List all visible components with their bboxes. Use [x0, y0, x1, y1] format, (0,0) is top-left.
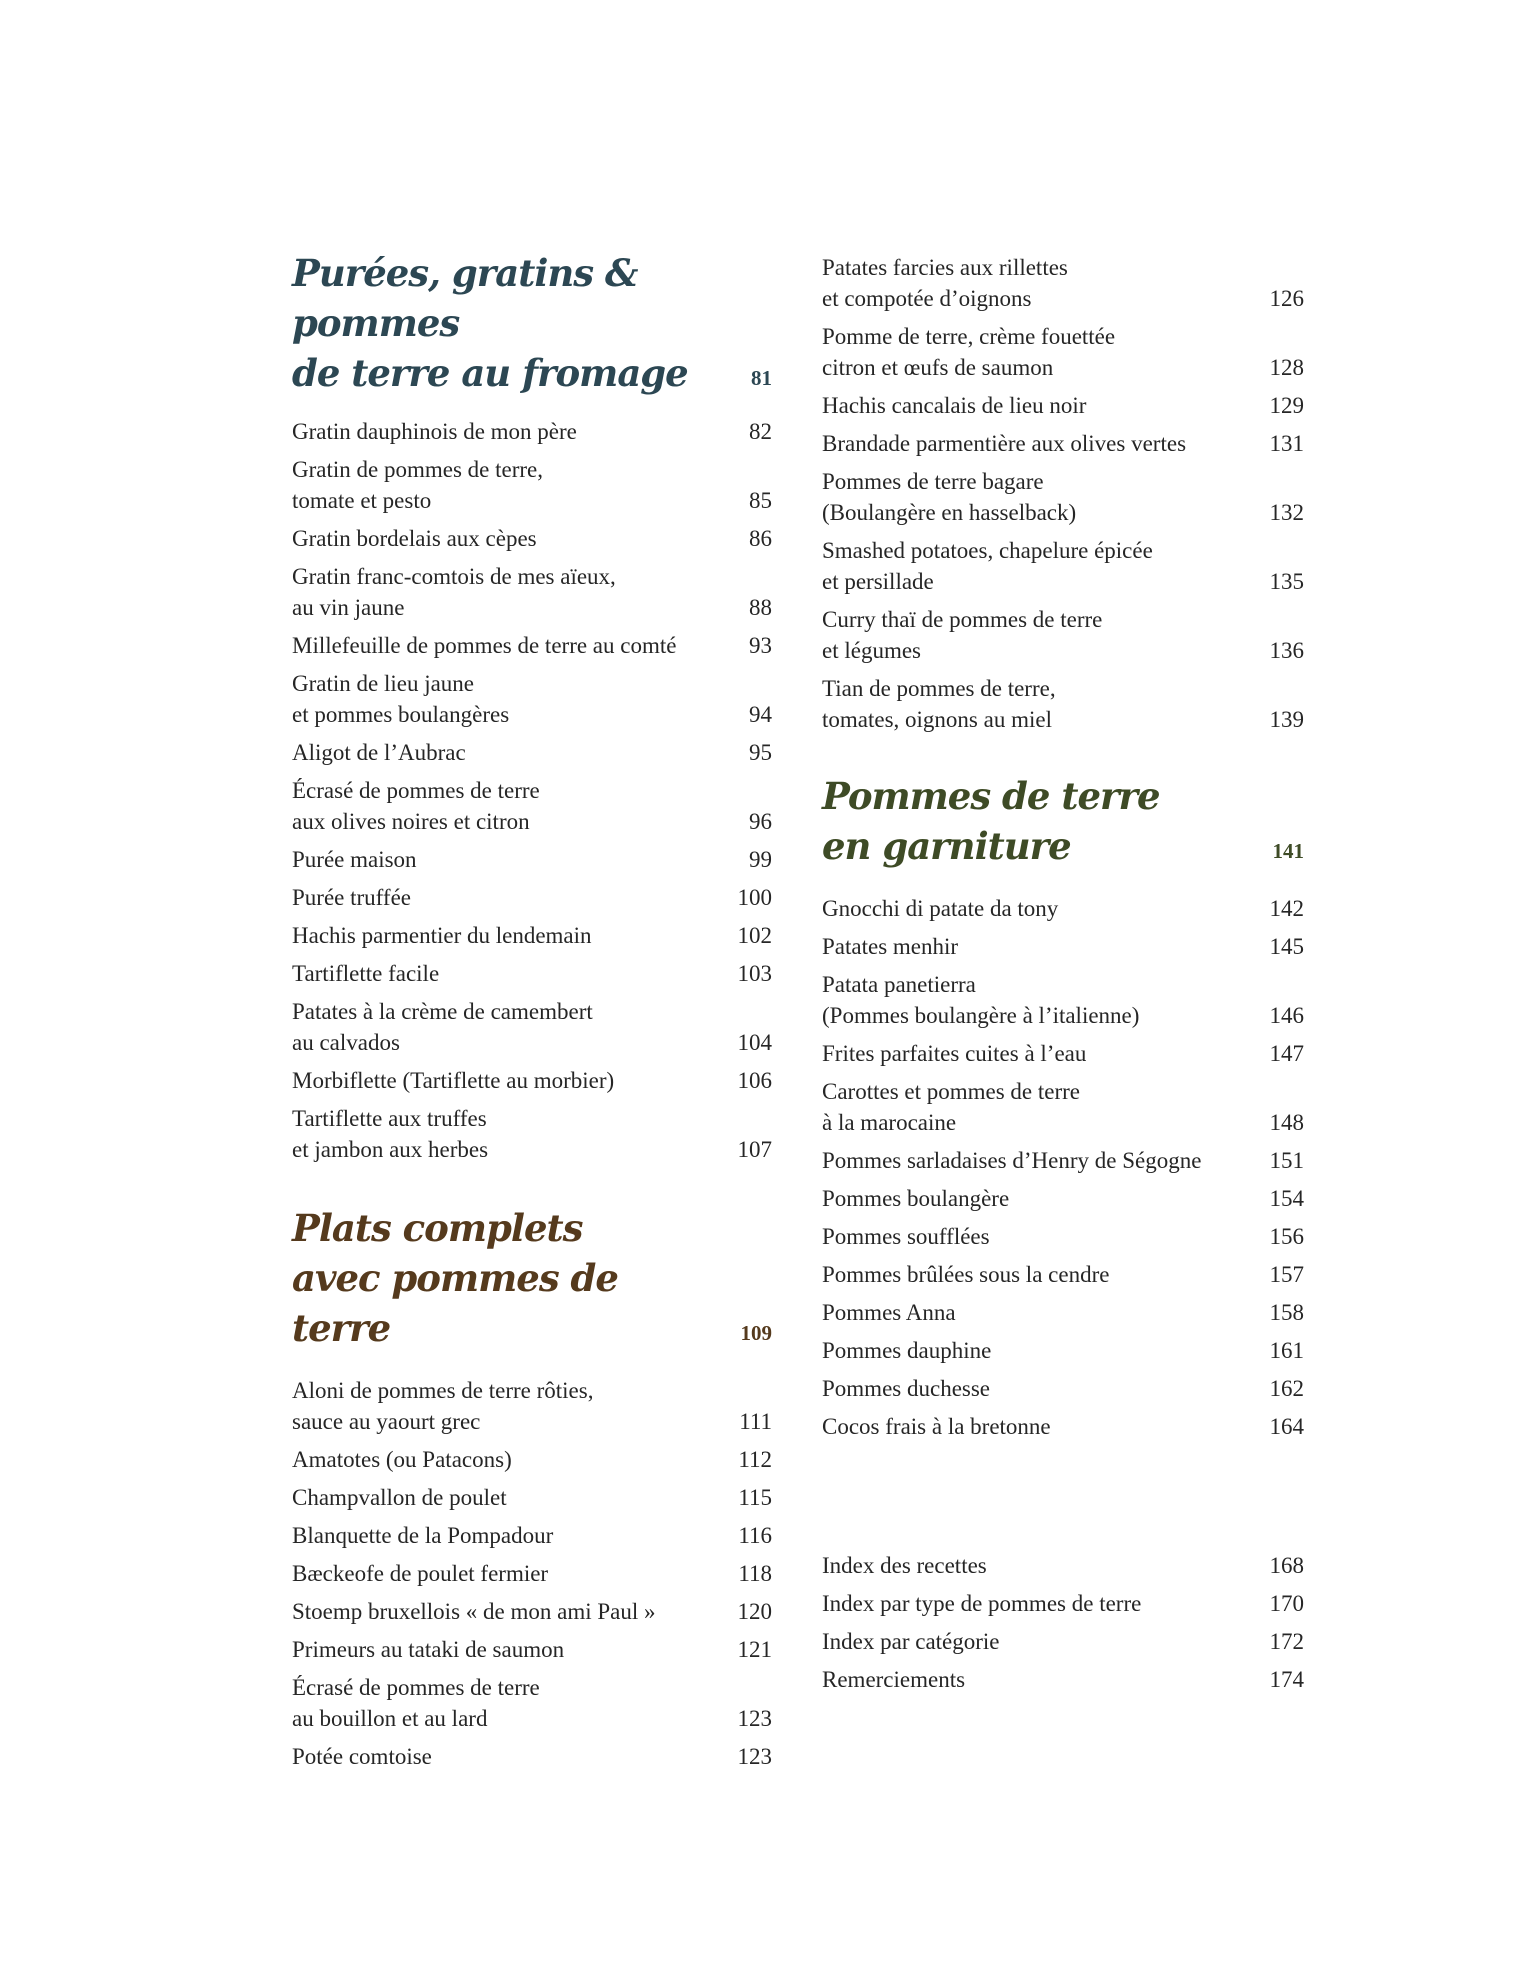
entry-title: Patates menhir: [822, 934, 959, 959]
entry-page-number: 96: [749, 809, 772, 834]
toc-entry[interactable]: [822, 1550, 1304, 1581]
toc-right-column: [822, 252, 1304, 1695]
entry-page-number: 170: [1269, 1591, 1304, 1616]
toc-entry[interactable]: [292, 1672, 772, 1734]
section-heading-garniture: [822, 771, 1304, 871]
toc-entry[interactable]: [292, 920, 772, 951]
section-title-line: Purées, gratins & pommes: [292, 251, 638, 345]
entry-title: Aligot de l’Aubrac: [292, 740, 466, 765]
entry-title: Écrasé de pommes de terre au bouillon et au lard: [292, 1675, 540, 1731]
entry-page-number: 111: [739, 1409, 772, 1434]
entry-title: Millefeuille de pommes de terre au comté: [292, 633, 677, 658]
toc-entry[interactable]: [822, 1411, 1304, 1442]
entry-title: Smashed potatoes, chapelure épicée et persillade: [822, 538, 1153, 594]
toc-entry[interactable]: [292, 1558, 772, 1589]
section-title-line: avec pommes de terre: [292, 1256, 618, 1350]
toc-entry[interactable]: [822, 466, 1304, 528]
toc-entry[interactable]: [822, 1588, 1304, 1619]
entry-page-number: 106: [737, 1068, 772, 1093]
entry-page-number: 82: [749, 419, 772, 444]
entry-page-number: 128: [1269, 355, 1304, 380]
entry-title: Pommes Anna: [822, 1300, 956, 1325]
entry-page-number: 164: [1269, 1414, 1304, 1439]
toc-entry[interactable]: [822, 1373, 1304, 1404]
entry-page-number: 174: [1269, 1667, 1304, 1692]
entry-title: Brandade parmentière aux olives vertes: [822, 431, 1187, 456]
toc-entry[interactable]: [292, 775, 772, 837]
entry-page-number: 148: [1269, 1110, 1304, 1135]
toc-entry[interactable]: [292, 1444, 772, 1475]
entry-list-continued: [822, 252, 1304, 735]
entry-page-number: 116: [738, 1523, 772, 1548]
entry-title: Remerciements: [822, 1667, 966, 1692]
toc-entry[interactable]: [822, 535, 1304, 597]
entry-title: Gnocchi di patate da tony: [822, 896, 1059, 921]
entry-title: Tartiflette facile: [292, 961, 440, 986]
toc-entry[interactable]: [822, 1297, 1304, 1328]
section-page-number: 141: [1272, 839, 1304, 863]
section-title-line: Plats complets: [292, 1206, 583, 1250]
toc-entry[interactable]: [292, 1596, 772, 1627]
entry-page-number: 172: [1269, 1629, 1304, 1654]
entry-page-number: 145: [1269, 934, 1304, 959]
entry-title: Index des recettes: [822, 1553, 987, 1578]
entry-title: Purée truffée: [292, 885, 411, 910]
entry-page-number: 85: [749, 488, 772, 513]
entry-title: Tian de pommes de terre, tomates, oignons au miel: [822, 676, 1056, 732]
entry-title: Gratin bordelais aux cèpes: [292, 526, 537, 551]
toc-entry[interactable]: [292, 737, 772, 768]
entry-title: Patates farcies aux rillettes et compotée d’oignons: [822, 255, 1068, 311]
entry-page-number: 146: [1269, 1003, 1304, 1028]
entry-page-number: 123: [737, 1706, 772, 1731]
entry-title: Cocos frais à la bretonne: [822, 1414, 1051, 1439]
entry-page-number: 107: [737, 1137, 772, 1162]
section-page-number: 81: [751, 366, 772, 390]
back-matter-list: [822, 1550, 1304, 1695]
toc-entry[interactable]: [822, 1664, 1304, 1695]
toc-entry[interactable]: [292, 1103, 772, 1165]
entry-title: Pommes duchesse: [822, 1376, 991, 1401]
entry-title: Blanquette de la Pompadour: [292, 1523, 554, 1548]
section-title: [292, 248, 772, 398]
toc-entry[interactable]: [292, 958, 772, 989]
entry-page-number: 161: [1269, 1338, 1304, 1363]
entry-page-number: 157: [1269, 1262, 1304, 1287]
entry-page-number: 156: [1269, 1224, 1304, 1249]
toc-entry[interactable]: [292, 1482, 772, 1513]
entry-title: Bæckeofe de poulet fermier: [292, 1561, 549, 1586]
entry-title: Stoemp bruxellois « de mon ami Paul »: [292, 1599, 656, 1624]
entry-page-number: 95: [749, 740, 772, 765]
entry-list: [822, 893, 1304, 1442]
entry-page-number: 135: [1269, 569, 1304, 594]
toc-entry[interactable]: [822, 1183, 1304, 1214]
toc-entry[interactable]: [822, 1145, 1304, 1176]
toc-entry[interactable]: [822, 390, 1304, 421]
toc-entry[interactable]: [292, 523, 772, 554]
entry-title: Tartiflette aux truffes et jambon aux herbes: [292, 1106, 489, 1162]
toc-entry[interactable]: [292, 882, 772, 913]
entry-title: Hachis parmentier du lendemain: [292, 923, 592, 948]
toc-entry[interactable]: [292, 1375, 772, 1437]
toc-entry[interactable]: [822, 252, 1304, 314]
toc-entry[interactable]: [822, 604, 1304, 666]
section-page-number: 109: [740, 1321, 772, 1345]
entry-title: Primeurs au tataki de saumon: [292, 1637, 565, 1662]
entry-title: Potée comtoise: [292, 1744, 432, 1769]
entry-title: Index par catégorie: [822, 1629, 1000, 1654]
section-title-line: de terre au fromage: [292, 351, 688, 395]
entry-title: Aloni de pommes de terre rôties, sauce au yaourt grec: [292, 1378, 594, 1434]
entry-title: Purée maison: [292, 847, 417, 872]
toc-entry[interactable]: [292, 1634, 772, 1665]
entry-page-number: 132: [1269, 500, 1304, 525]
toc-entry[interactable]: [822, 673, 1304, 735]
entry-page-number: 142: [1269, 896, 1304, 921]
entry-page-number: 158: [1269, 1300, 1304, 1325]
toc-entry[interactable]: [292, 1520, 772, 1551]
entry-page-number: 115: [738, 1485, 772, 1510]
section-title-line: Pommes de terre: [822, 774, 1160, 818]
entry-page-number: 112: [738, 1447, 772, 1472]
entry-list: [292, 1375, 772, 1772]
entry-page-number: 162: [1269, 1376, 1304, 1401]
toc-entry[interactable]: [822, 931, 1304, 962]
toc-entry[interactable]: [822, 1259, 1304, 1290]
entry-title: Pommes soufflées: [822, 1224, 990, 1249]
entry-title: Écrasé de pommes de terre aux olives noires et citron: [292, 778, 540, 834]
entry-title: Champvallon de poulet: [292, 1485, 507, 1510]
entry-page-number: 147: [1269, 1041, 1304, 1066]
toc-entry[interactable]: [822, 1626, 1304, 1657]
toc-entry[interactable]: [292, 996, 772, 1058]
toc-entry[interactable]: [292, 630, 772, 661]
entry-page-number: 154: [1269, 1186, 1304, 1211]
toc-entry[interactable]: [292, 454, 772, 516]
toc-entry[interactable]: [822, 1335, 1304, 1366]
entry-page-number: 121: [737, 1637, 772, 1662]
toc-entry[interactable]: [822, 1221, 1304, 1252]
toc-entry[interactable]: [822, 428, 1304, 459]
entry-title: Hachis cancalais de lieu noir: [822, 393, 1087, 418]
toc-entry[interactable]: [822, 893, 1304, 924]
entry-title: Pommes boulangère: [822, 1186, 1010, 1211]
entry-title: Gratin dauphinois de mon père: [292, 419, 577, 444]
entry-page-number: 102: [737, 923, 772, 948]
entry-title: Index par type de pommes de terre: [822, 1591, 1142, 1616]
entry-page-number: 94: [749, 702, 772, 727]
entry-page-number: 104: [737, 1030, 772, 1055]
entry-page-number: 139: [1269, 707, 1304, 732]
entry-page-number: 120: [737, 1599, 772, 1624]
section-heading-plats-complets: [292, 1203, 772, 1353]
toc-entry[interactable]: [292, 668, 772, 730]
toc-entry[interactable]: [292, 1741, 772, 1772]
entry-title: Pommes dauphine: [822, 1338, 992, 1363]
entry-page-number: 99: [749, 847, 772, 872]
entry-page-number: 86: [749, 526, 772, 551]
entry-title: Gratin franc-comtois de mes aïeux, au vin jaune: [292, 564, 616, 620]
toc-entry[interactable]: [292, 844, 772, 875]
entry-title: Patata panetierra (Pommes boulangère à l’italienne): [822, 972, 1140, 1028]
toc-entry[interactable]: [822, 321, 1304, 383]
entry-page-number: 129: [1269, 393, 1304, 418]
section-heading-purees-gratins: [292, 248, 772, 398]
toc-entry[interactable]: [292, 416, 772, 447]
entry-list: [292, 416, 772, 1165]
toc-entry[interactable]: [822, 1038, 1304, 1069]
entry-title: Gratin de pommes de terre, tomate et pesto: [292, 457, 543, 513]
entry-title: Frites parfaites cuites à l’eau: [822, 1041, 1087, 1066]
section-title-line: en garniture: [822, 824, 1071, 868]
toc-left-column: [292, 248, 772, 1772]
entry-title: Pommes de terre bagare (Boulangère en hasselback): [822, 469, 1077, 525]
entry-title: Morbiflette (Tartiflette au morbier): [292, 1068, 615, 1093]
entry-title: Carottes et pommes de terre à la marocaine: [822, 1079, 1081, 1135]
toc-entry[interactable]: [292, 561, 772, 623]
entry-page-number: 93: [749, 633, 772, 658]
entry-page-number: 131: [1269, 431, 1304, 456]
entry-page-number: 126: [1269, 286, 1304, 311]
toc-entry[interactable]: [292, 1065, 772, 1096]
section-title: [822, 771, 1304, 871]
entry-title: Amatotes (ou Patacons): [292, 1447, 512, 1472]
entry-title: Patates à la crème de camembert au calvados: [292, 999, 593, 1055]
entry-page-number: 88: [749, 595, 772, 620]
entry-page-number: 151: [1269, 1148, 1304, 1173]
entry-title: Pommes sarladaises d’Henry de Ségogne: [822, 1148, 1202, 1173]
entry-page-number: 118: [738, 1561, 772, 1586]
entry-page-number: 123: [737, 1744, 772, 1769]
entry-title: Pomme de terre, crème fouettée citron et œufs de saumon: [822, 324, 1116, 380]
entry-page-number: 100: [737, 885, 772, 910]
entry-title: Curry thaï de pommes de terre et légumes: [822, 607, 1103, 663]
toc-entry[interactable]: [822, 1076, 1304, 1138]
toc-entry[interactable]: [822, 969, 1304, 1031]
entry-title: Pommes brûlées sous la cendre: [822, 1262, 1110, 1287]
entry-title: Gratin de lieu jaune et pommes boulangères: [292, 671, 510, 727]
entry-page-number: 103: [737, 961, 772, 986]
section-title: [292, 1203, 772, 1353]
entry-page-number: 136: [1269, 638, 1304, 663]
entry-page-number: 168: [1269, 1553, 1304, 1578]
